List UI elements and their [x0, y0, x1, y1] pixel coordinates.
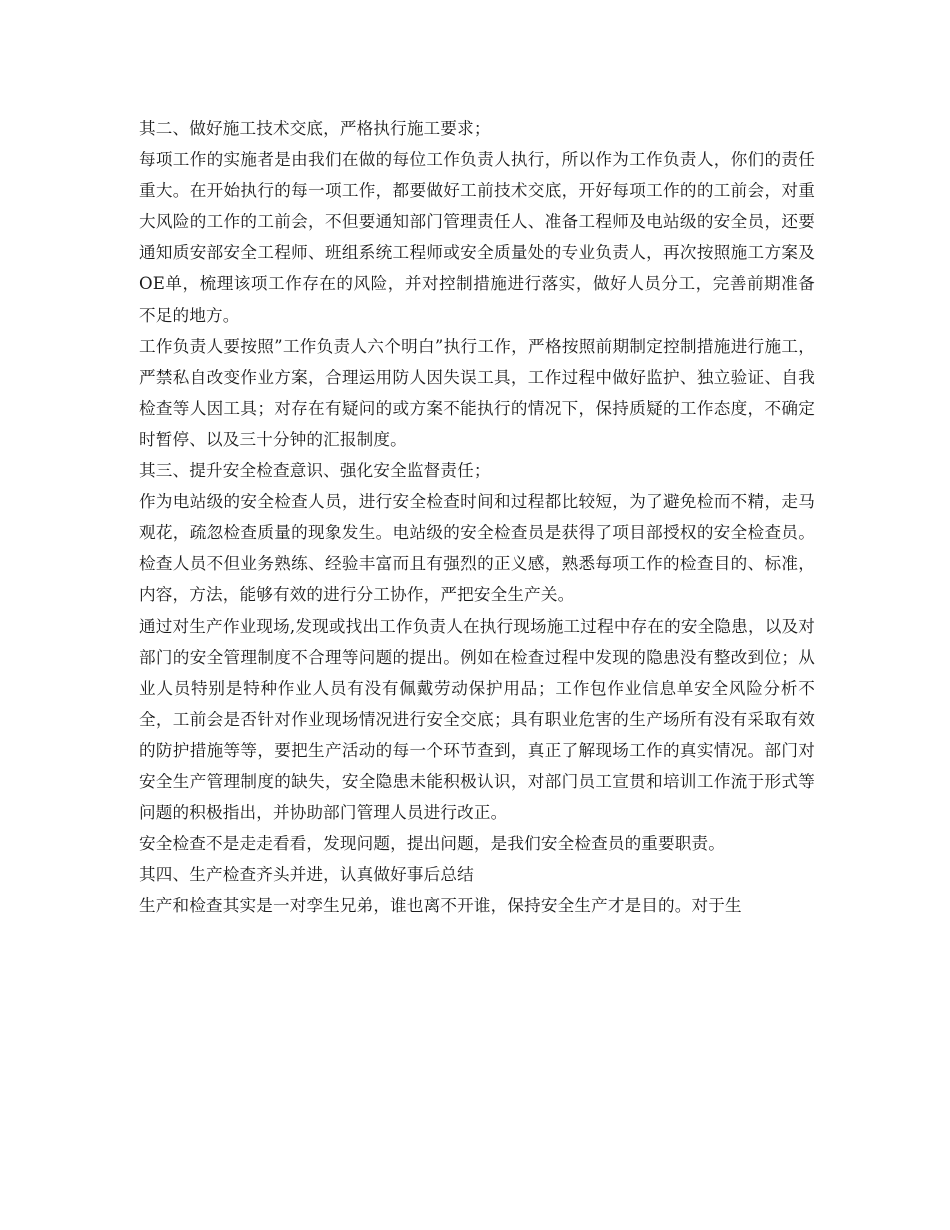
document-body — [139, 113, 815, 921]
body-paragraph: 作为电站级的安全检查人员，进行安全检查时间和过程都比较短，为了避免检而不精，走马观花，疏忽检查质量的现象发生。电站级的安全检查员是获得了项目部授权的安全检查员。检查人员不但业务熟练、经验丰富而且有强烈的正义感，熟悉每项工作的检查目的、标准，内容，方法，能够有效的进行分工协作，严把安全生产关。 — [139, 492, 815, 605]
section-heading-3: 其三、提升安全检查意识、强化安全监督责任； — [139, 461, 491, 481]
section-heading-4: 其四、生产检查齐头并进，认真做好事后总结 — [139, 865, 474, 885]
body-paragraph: 每项工作的实施者是由我们在做的每位工作负责人执行，所以作为工作负责人，你们的责任重大。在开始执行的每一项工作，都要做好工前技术交底，开好每项工作的的工前会，对重大风险的工作的工前会，不但要通知部门管理责任人、准备工程师及电站级的安全员，还要通知质安部安全工程师、班组系统工程师或安全质量处的专业负责人，再次按照施工方案及OE单，梳理该项工作存在的风险，并对控制措施进行落实，做好人员分工，完善前期准备不足的地方。 — [139, 150, 815, 325]
body-paragraph: 通过对生产作业现场,发现或找出工作负责人在执行现场施工过程中存在的安全隐患，以及对部门的安全管理制度不合理等问题的提出。例如在检查过程中发现的隐患没有整改到位；从业人员特别是特种作业人员有没有佩戴劳动保护用品；工作包作业信息单安全风险分析不全，工前会是否针对作业现场情况进行安全交底；具有职业危害的生产场所有没有采取有效的防护措施等等，要把生产活动的每一个环节查到，真正了解现场工作的真实情况。部门对安全生产管理制度的缺失，安全隐患未能积极认识，对部门员工宣贯和培训工作流于形式等问题的积极指出，并协助部门管理人员进行改正。 — [139, 616, 815, 823]
section-heading-2: 其二、做好施工技术交底，严格执行施工要求； — [139, 119, 491, 138]
body-paragraph: 生产和检查其实是一对孪生兄弟，谁也离不开谁，保持安全生产才是目的。对于生 — [139, 896, 742, 916]
body-paragraph: 工作负责人要按照”工作负责人六个明白”执行工作，严格按照前期制定控制措施进行施工，严禁私自改变作业方案，合理运用防人因失误工具，工作过程中做好监护、独立验证、自我检查等人因工具；对存在有疑问的或方案不能执行的情况下，保持质疑的工作态度，不确定时暂停、以及三十分钟的汇报制度。 — [139, 336, 815, 449]
body-paragraph: 安全检查不是走走看看，发现问题，提出问题，是我们安全检查员的重要职责。 — [139, 834, 726, 854]
